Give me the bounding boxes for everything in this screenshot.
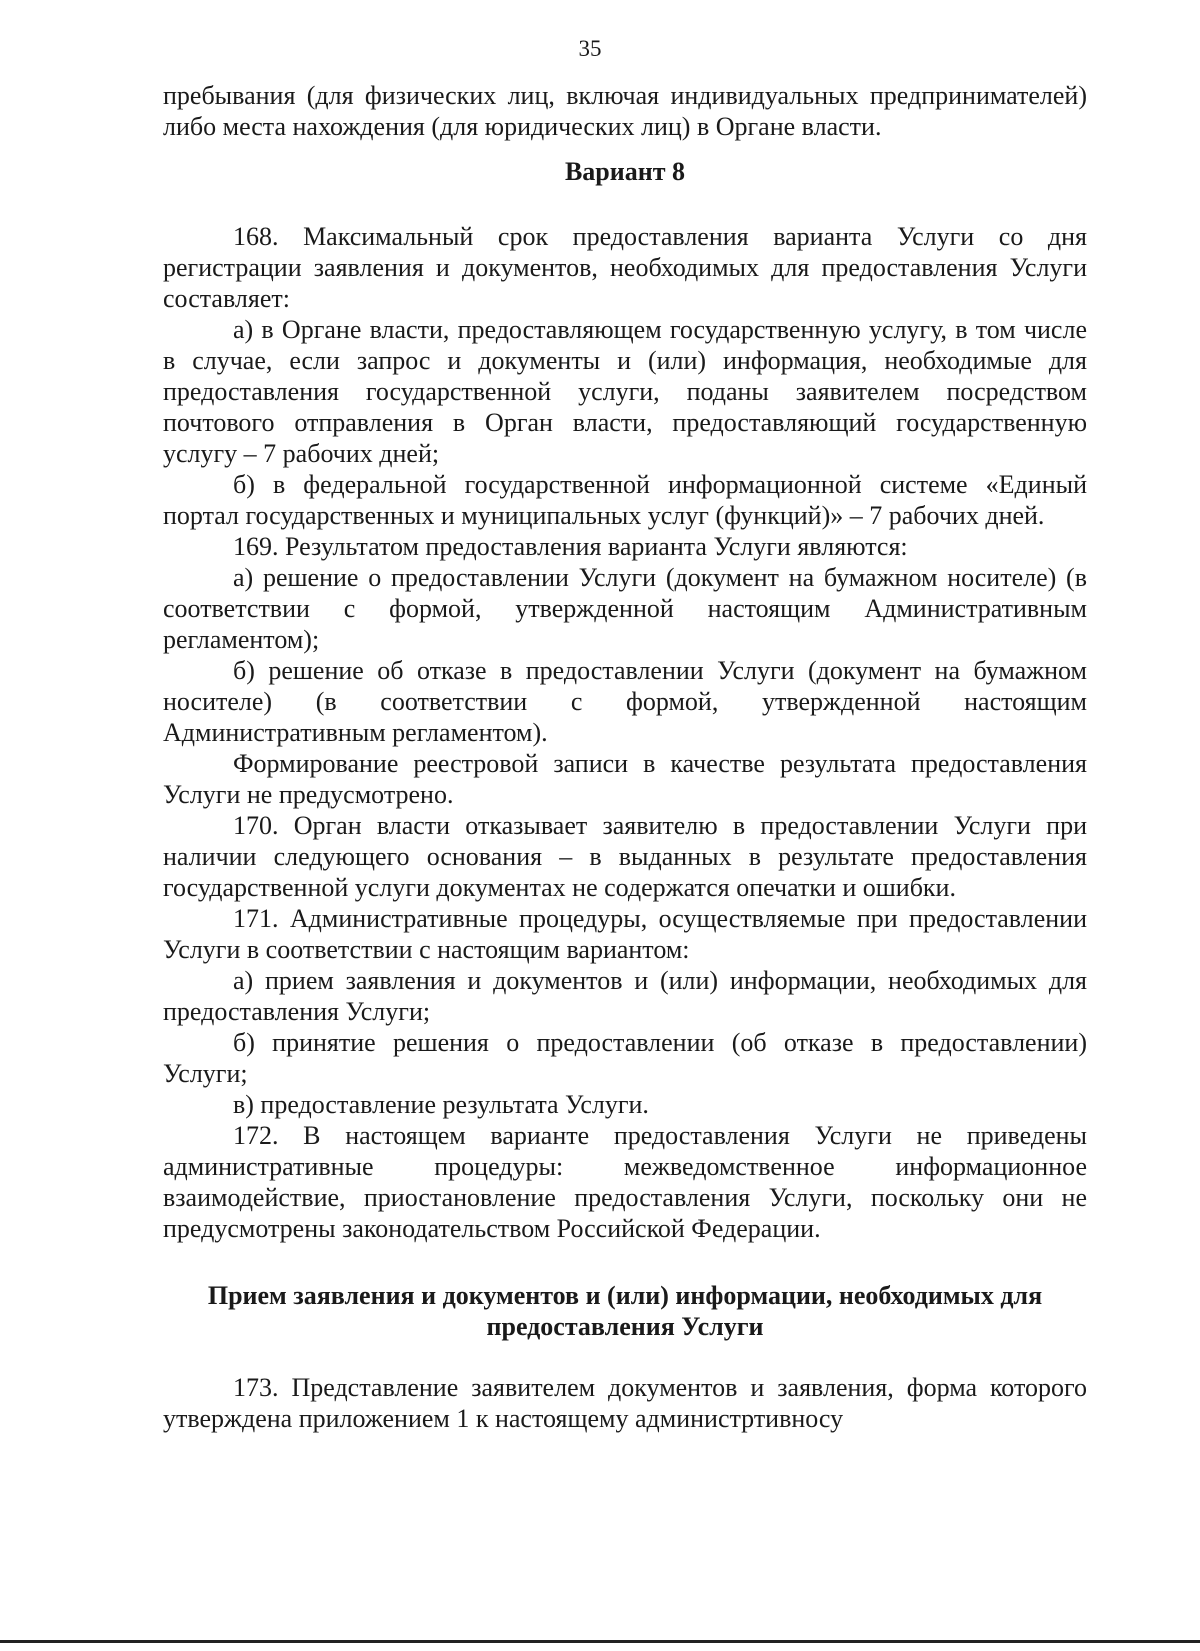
paragraph: Формирование реестровой записи в качестве результата предоставления Услуги не предусмотрено.	[163, 749, 1087, 809]
paragraph: б) в федеральной государственной информационной системе «Единый портал государственных и муниципальных услуг (функций)» – 7 рабочих дней.	[163, 470, 1087, 530]
paragraph: 173. Представление заявителем документов и заявления, форма которого утверждена приложением 1 к настоящему администртивносу	[163, 1373, 1087, 1433]
paragraph: а) решение о предоставлении Услуги (документ на бумажном носителе) (в соответствии с формой, утвержденной настоящим Административным регламентом);	[163, 563, 1087, 654]
paragraph: 172. В настоящем варианте предоставления Услуги не приведены административные процедуры: межведомственное информационное взаимодействие, приостановление предоставления Услуги, поскольку они не предусмотрены законодательством Российской Федерации.	[163, 1121, 1087, 1243]
document-body	[163, 80, 1087, 1434]
paragraph: 170. Орган власти отказывает заявителю в предоставлении Услуги при наличии следующего основания – в выданных в результате предоставления государственной услуги документах не содержатся опечатки и ошибки.	[163, 811, 1087, 902]
paragraph: 171. Административные процедуры, осуществляемые при предоставлении Услуги в соответствии с настоящим вариантом:	[163, 904, 1087, 964]
paragraph: б) решение об отказе в предоставлении Услуги (документ на бумажном носителе) (в соответствии с формой, утвержденной настоящим Административным регламентом).	[163, 656, 1087, 747]
page-bottom-rule	[0, 1640, 1200, 1643]
paragraph: 169. Результатом предоставления варианта Услуги являются:	[233, 532, 908, 561]
paragraph: а) в Органе власти, предоставляющем государственную услугу, в том числе в случае, если запрос и документы и (или) информация, необходимые для предоставления государственной услуги, поданы заявителем посредством почтового отправления в Орган власти, предоставляющий государственную услугу – 7 рабочих дней;	[163, 315, 1087, 468]
paragraph: б) принятие решения о предоставлении (об отказе в предоставлении) Услуги;	[163, 1028, 1087, 1088]
page-number: 35	[578, 36, 602, 61]
paragraph: а) прием заявления и документов и (или) информации, необходимых для предоставления Услуги;	[163, 966, 1087, 1026]
paragraph: в) предоставление результата Услуги.	[233, 1090, 649, 1119]
paragraph: 168. Максимальный срок предоставления варианта Услуги со дня регистрации заявления и документов, необходимых для предоставления Услуги составляет:	[163, 222, 1087, 313]
variant-heading: Вариант 8	[564, 157, 686, 186]
paragraph: пребывания (для физических лиц, включая индивидуальных предпринимателей) либо места нахождения (для юридических лиц) в Органе власти.	[163, 81, 1087, 141]
section-heading: Прием заявления и документов и (или) информации, необходимых для предоставления Услуги	[207, 1281, 1043, 1341]
